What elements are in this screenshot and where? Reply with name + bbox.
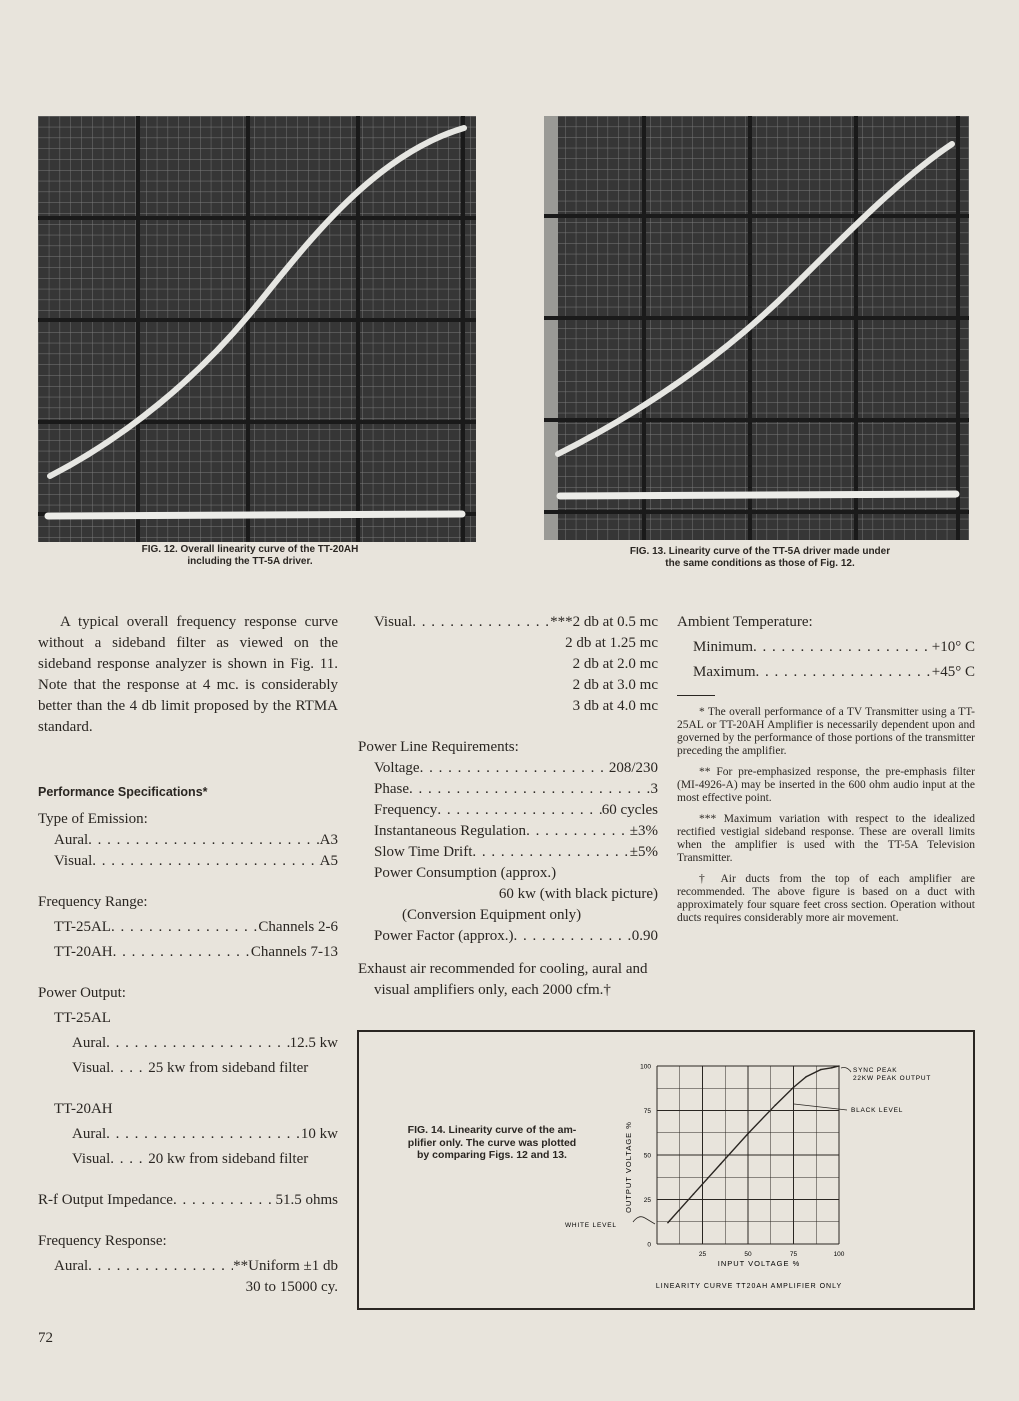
tt25al-aural-row: Aural . . . 12.5 kw xyxy=(72,1033,338,1054)
footnote: * The overall performance of a TV Transmitter using a TT-25AL or TT-20AH Amplifier is necessarily dependent upon and governed by the performance of those portions of the transmitter preceding the amplifier. xyxy=(677,706,975,757)
ambient-row: Minimum . . . +10° C xyxy=(693,637,975,658)
power-line-row: Slow Time Drift . . . ±5% xyxy=(374,842,658,863)
fig12-baseline xyxy=(48,514,462,516)
sync-peak-leader xyxy=(841,1068,851,1073)
freq-range-label: Frequency Range: xyxy=(38,894,148,910)
curve-point xyxy=(720,1163,722,1165)
power-line-row: Instantaneous Regulation . . . ±3% xyxy=(374,821,658,842)
ambient-label: Ambient Temperature: xyxy=(677,614,813,630)
visual-response-row: 2 db at 3.0 mc xyxy=(572,677,658,693)
x-tick-label: 50 xyxy=(744,1251,752,1258)
fig13-baseline xyxy=(560,494,956,496)
visual-response-row: 2 db at 1.25 mc xyxy=(565,635,658,651)
visual-response-row: 2 db at 2.0 mc xyxy=(572,656,658,672)
curve-point xyxy=(805,1076,807,1078)
power-factor-row: Power Factor (approx.) . . . 0.90 xyxy=(374,926,658,947)
x-axis-label: INPUT VOLTAGE % xyxy=(717,1259,801,1268)
power-consumption-value: 60 kw (with black picture) xyxy=(498,886,658,902)
y-tick-label: 50 xyxy=(643,1152,651,1160)
power-line-row: Frequency . . . 60 cycles xyxy=(374,800,658,821)
curve-point xyxy=(831,1067,833,1069)
fig12-caption: FIG. 12. Overall linearity curve of the TT-20AH including the TT-5A driver. xyxy=(141,544,359,567)
y-tick-label: 0 xyxy=(647,1241,651,1249)
curve-point xyxy=(747,1133,749,1135)
power-consumption-label: Power Consumption (approx.) xyxy=(374,865,557,881)
curve-point xyxy=(820,1069,822,1071)
y-tick-label: 100 xyxy=(640,1063,651,1071)
rf-impedance-row: R-f Output Impedance . . . 51.5 ohms xyxy=(38,1190,338,1211)
emission-label: Type of Emission: xyxy=(38,811,148,827)
visual-response-row: Visual . . . ***2 db at 0.5 mc xyxy=(374,612,658,633)
performance-heading: Performance Specifications* xyxy=(38,785,208,799)
tt25al-visual-row: Visual . . . 25 kw from sideband filter xyxy=(72,1058,338,1079)
power-line-label: Power Line Requirements: xyxy=(358,739,519,755)
footnote-rule xyxy=(677,695,715,696)
freq-range-row: TT-20AH . . . Channels 7-13 xyxy=(54,942,338,963)
x-tick-label: 25 xyxy=(698,1251,707,1258)
fig13-photo xyxy=(544,116,969,540)
tt25al-label: TT-25AL xyxy=(54,1010,111,1026)
fig14-caption: FIG. 14. Linearity curve of the am- plifier only. The curve was plotted by comparing Figs. 12 and 13. xyxy=(407,1124,577,1161)
fig13-caption: FIG. 13. Linearity curve of the TT-5A driver made under the same conditions as those of Fig. 12. xyxy=(629,546,891,569)
curve-point xyxy=(838,1065,840,1067)
x-tick-label: 100 xyxy=(833,1251,845,1258)
y-tick-label: 75 xyxy=(643,1108,651,1115)
page-number: 72 xyxy=(38,1330,53,1346)
freq-range-row: TT-25AL . . . Channels 2-6 xyxy=(54,917,338,938)
curve-point xyxy=(775,1104,777,1106)
footnote: *** Maximum variation with respect to the idealized rectified vestigial sideband response. These are overall limits when the amplifier is used with the TT-5A Television Transmitter. xyxy=(677,813,975,864)
ambient-row: Maximum . . . +45° C xyxy=(693,662,975,683)
emission-row: Visual . . . A5 xyxy=(54,851,338,872)
sync-peak-label-2: 22KW PEAK OUTPUT xyxy=(853,1075,932,1082)
aural-response-row: Aural . . . **Uniform ±1 db xyxy=(54,1256,338,1277)
power-line-row: Phase . . . 3 xyxy=(374,779,658,800)
tt20ah-aural-row: Aural . . . 10 kw xyxy=(72,1124,338,1145)
tt20ah-label: TT-20AH xyxy=(54,1101,113,1117)
black-level-label: BLACK LEVEL xyxy=(851,1107,904,1114)
fig12-photo xyxy=(38,116,476,542)
sync-peak-label: SYNC PEAK xyxy=(853,1067,898,1074)
curve-point xyxy=(667,1222,669,1224)
curve-point xyxy=(693,1193,695,1195)
y-tick-label: 25 xyxy=(643,1197,651,1204)
column-1 xyxy=(38,612,338,1298)
white-level-leader xyxy=(633,1217,655,1224)
visual-response-row: 3 db at 4.0 mc xyxy=(572,698,658,714)
fig14-chart xyxy=(359,1032,973,1308)
chart-title: LINEARITY CURVE TT20AH AMPLIFIER ONLY xyxy=(655,1283,843,1290)
power-line-row: Voltage . . . 208/230 xyxy=(374,758,658,779)
tt20ah-visual-row: Visual . . . 20 kw from sideband filter xyxy=(72,1149,338,1170)
power-consumption-note: (Conversion Equipment only) xyxy=(402,907,582,923)
y-axis-label: OUTPUT VOLTAGE % xyxy=(624,1121,633,1213)
freq-response-label: Frequency Response: xyxy=(38,1233,167,1249)
power-output-label: Power Output: xyxy=(38,985,126,1001)
x-tick-label: 75 xyxy=(789,1251,798,1258)
column-2 xyxy=(358,612,658,1001)
intro-paragraph: A typical overall frequency response curve without a sideband filter as viewed on the sideband response analyzer is shown in Fig. 11. Note that the response at 4 mc. is considerably better than the 4 db limit proposed by the RTMA standard. xyxy=(38,614,338,735)
emission-row: Aural . . . A3 xyxy=(54,830,338,851)
curve-point xyxy=(793,1087,795,1089)
column-3 xyxy=(677,612,975,933)
fig14-box xyxy=(357,1030,975,1310)
footnote: ** For pre-emphasized response, the pre-emphasis filter (MI-4926-A) may be inserted in the 600 ohm audio input at the most effective point. xyxy=(677,766,975,804)
footnote: † Air ducts from the top of each amplifier are recommended. The above figure is based on a duct with approximately four square feet cross section. Operation without ducts requires considerably more air movement. xyxy=(677,873,975,924)
aural-response-value-2: 30 to 15000 cy. xyxy=(245,1279,338,1295)
white-level-label: WHITE LEVEL xyxy=(565,1222,617,1229)
exhaust-paragraph: Exhaust air recommended for cooling, aural and visual amplifiers only, each 2000 cfm.† xyxy=(358,961,648,998)
